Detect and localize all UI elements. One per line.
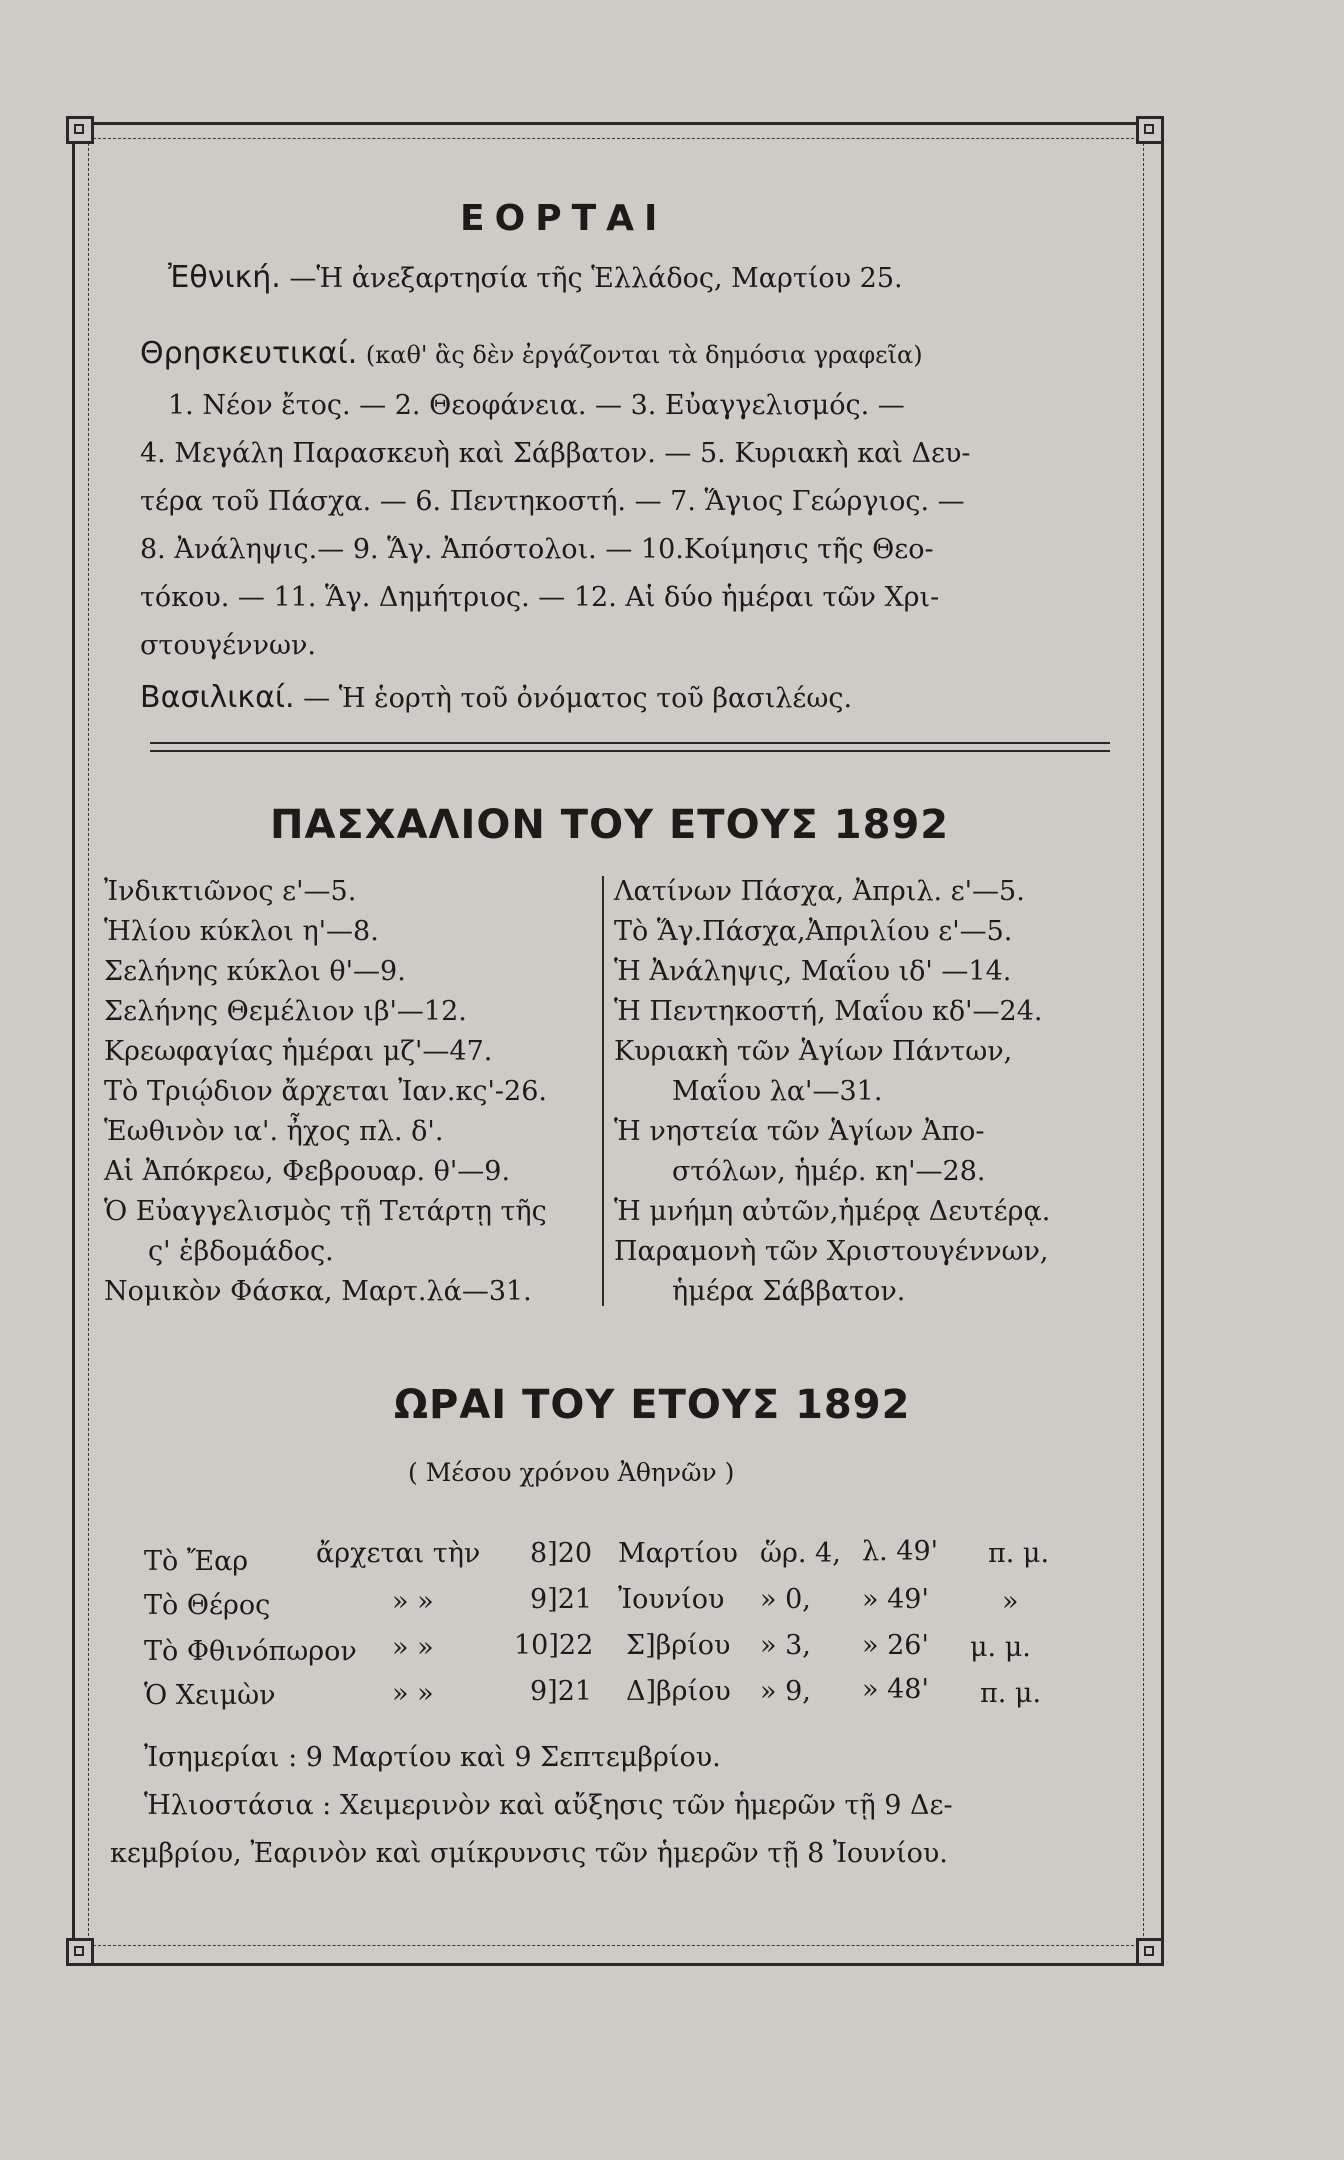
corner-ornament xyxy=(66,1938,94,1966)
corner-ornament xyxy=(66,116,94,144)
paschalion-left-item: Νομικὸν Φάσκα, Μαρτ.λά—31. xyxy=(104,1276,532,1307)
season-hour: » 0, xyxy=(760,1584,811,1615)
column-divider xyxy=(602,876,604,1306)
religious-line: 4. Μεγάλη Παρασκευὴ καὶ Σάββατον. — 5. Κυριακὴ καὶ Δευ- xyxy=(140,438,971,469)
paschalion-left-item: Σελήνης κύκλοι θ'—9. xyxy=(104,956,406,987)
paschalion-right-item: Ἡ Ἀνάληψις, Μαΐου ιδ' —14. xyxy=(614,956,1012,987)
season-month: Μαρτίου xyxy=(618,1538,738,1569)
paschalion-right-item: Λατίνων Πάσχα, Ἀπριλ. ε'—5. xyxy=(614,876,1025,907)
royal-holiday-line xyxy=(140,680,852,715)
season-verb: ἄρχεται τὴν xyxy=(316,1538,481,1569)
paschalion-right-item: Ἡ νηστεία τῶν Ἁγίων Ἀπο- xyxy=(614,1116,985,1147)
season-minute: » 48' xyxy=(862,1674,929,1705)
season-verb: » » xyxy=(392,1678,434,1709)
paschalion-title: ΠΑΣΧΑΛΙΟΝ ΤΟΥ ΕΤΟΥΣ 1892 xyxy=(270,802,950,848)
hours-subtitle: ( Μέσου χρόνου Ἀθηνῶν ) xyxy=(408,1458,735,1487)
national-holiday-line xyxy=(168,260,903,295)
paschalion-right-item: ἡμέρα Σάββατον. xyxy=(672,1276,906,1307)
season-hour: » 3, xyxy=(760,1630,811,1661)
paschalion-right-item: Κυριακὴ τῶν Ἁγίων Πάντων, xyxy=(614,1036,1013,1067)
season-period: π. μ. xyxy=(988,1538,1050,1569)
season-period: π. μ. xyxy=(980,1678,1042,1709)
season-name: Ὁ Χειμὼν xyxy=(144,1680,276,1711)
season-date: 9]21 xyxy=(530,1584,593,1615)
season-date: 8]20 xyxy=(530,1538,593,1569)
paschalion-right-item: Μαΐου λα'—31. xyxy=(672,1076,883,1107)
season-name: Τὸ Θέρος xyxy=(144,1590,271,1621)
season-minute: » 26' xyxy=(862,1630,929,1661)
season-name: Τὸ Ἔαρ xyxy=(144,1546,249,1577)
season-period: » xyxy=(1002,1586,1019,1617)
religious-line: στουγέννων. xyxy=(140,630,317,661)
paschalion-left-item: Αἱ Ἀπόκρεω, Φεβρουαρ. θ'—9. xyxy=(104,1156,511,1187)
religious-line: 8. Ἀνάληψις.— 9. Ἅγ. Ἀπόστολοι. — 10.Κοίμησις τῆς Θεο- xyxy=(140,534,934,565)
religious-line: 1. Νέον ἔτος. — 2. Θεοφάνεια. — 3. Εὐαγγελισμός. — xyxy=(168,390,905,421)
paschalion-right-item: στόλων, ἡμέρ. κη'—28. xyxy=(672,1156,986,1187)
paschalion-right-item: Παραμονὴ τῶν Χριστουγέννων, xyxy=(614,1236,1049,1267)
season-month: Δ]βρίου xyxy=(626,1676,731,1707)
season-hour: ὥρ. 4, xyxy=(760,1538,841,1569)
season-hour: » 9, xyxy=(760,1676,811,1707)
paschalion-right-column xyxy=(614,872,1050,1312)
paschalion-left-item: Ὁ Εὐαγγελισμὸς τῇ Τετάρτῃ τῆς xyxy=(104,1196,547,1227)
solstice-line: Ἡλιοστάσια : Χειμερινὸν καὶ αὔξησις τῶν ἡμερῶν τῇ 9 Δε- xyxy=(144,1790,953,1821)
season-date: 10]22 xyxy=(514,1630,594,1661)
solstice-line: κεμβρίου, Ἐαρινὸν καὶ σμίκρυνσις τῶν ἡμερῶν τῇ 8 Ἰουνίου. xyxy=(110,1838,948,1869)
season-verb: » » xyxy=(392,1586,434,1617)
paschalion-left-item: Σελήνης Θεμέλιον ιβ'—12. xyxy=(104,996,467,1027)
hours-title: ΩΡΑΙ ΤΟΥ ΕΤΟΥΣ 1892 xyxy=(394,1382,911,1428)
paschalion-left-item: ς' ἑβδομάδος. xyxy=(148,1236,334,1267)
divider xyxy=(150,742,1110,744)
royal-label: Βασιλικαί. xyxy=(140,680,295,715)
royal-text: — Ἡ ἑορτὴ τοῦ ὀνόματος τοῦ βασιλέως. xyxy=(303,683,853,714)
festivals-title: ΕΟΡΤΑΙ xyxy=(460,198,668,239)
season-period: μ. μ. xyxy=(970,1632,1031,1663)
paschalion-right-item: Ἡ μνήμη αὐτῶν,ἡμέρᾳ Δευτέρᾳ. xyxy=(614,1196,1051,1227)
national-label: Ἐθνική. xyxy=(168,260,281,295)
season-name: Τὸ Φθινόπωρον xyxy=(144,1636,357,1667)
national-text: —Ἡ ἀνεξαρτησία τῆς Ἑλλάδος, Μαρτίου 25. xyxy=(289,263,903,294)
season-minute: λ. 49' xyxy=(862,1536,939,1567)
divider xyxy=(150,750,1110,752)
religious-note: (καθ' ἃς δὲν ἐργάζονται τὰ δημόσια γραφεῖα) xyxy=(365,341,923,369)
season-verb: » » xyxy=(392,1632,434,1663)
religious-line: τέρα τοῦ Πάσχα. — 6. Πεντηκοστή. — 7. Ἅγιος Γεώργιος. — xyxy=(140,486,965,517)
paschalion-left-item: Τὸ Τριῴδιον ἄρχεται Ἰαν.κς'-26. xyxy=(104,1076,547,1107)
paschalion-right-item: Ἡ Πεντηκοστή, Μαΐου κδ'—24. xyxy=(614,996,1043,1027)
paschalion-left-item: Ἡλίου κύκλοι η'—8. xyxy=(104,916,379,947)
corner-ornament xyxy=(1136,1938,1164,1966)
equinox-line: Ἰσημερίαι : 9 Μαρτίου καὶ 9 Σεπτεμβρίου. xyxy=(144,1742,721,1773)
paschalion-left-item: Κρεωφαγίας ἡμέραι μζ'—47. xyxy=(104,1036,493,1067)
paschalion-right-item: Τὸ Ἅγ.Πάσχα,Ἀπριλίου ε'—5. xyxy=(614,916,1013,947)
season-month: Σ]βρίου xyxy=(626,1630,731,1661)
season-month: Ἰουνίου xyxy=(618,1584,725,1615)
paschalion-left-item: Ἰνδικτιῶνος ε'—5. xyxy=(104,876,357,907)
religious-heading-line xyxy=(140,336,923,371)
religious-line: τόκου. — 11. Ἅγ. Δημήτριος. — 12. Αἱ δύο ἡμέραι τῶν Χρι- xyxy=(140,582,940,613)
corner-ornament xyxy=(1136,116,1164,144)
paschalion-left-column xyxy=(104,872,547,1312)
season-date: 9]21 xyxy=(530,1676,593,1707)
season-minute: » 49' xyxy=(862,1584,929,1615)
paschalion-left-item: Ἑωθινὸν ια'. ἦχος πλ. δ'. xyxy=(104,1116,444,1147)
religious-label: Θρησκευτικαί. xyxy=(140,336,358,371)
